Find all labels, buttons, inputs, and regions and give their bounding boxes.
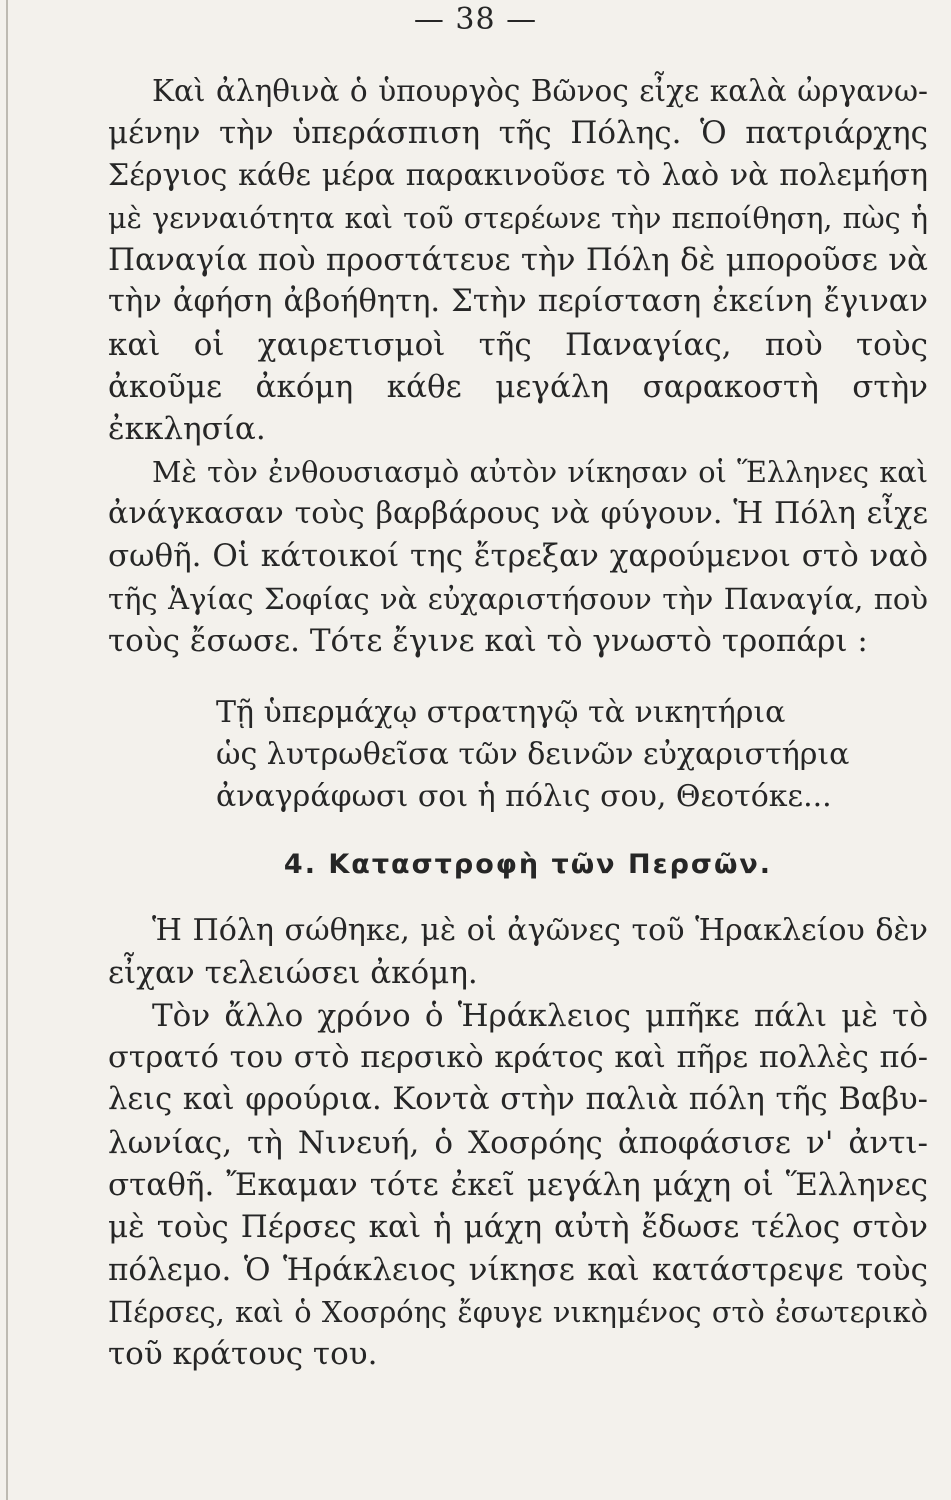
hymn-verse <box>108 692 928 818</box>
paragraph <box>108 451 928 662</box>
text-line: μὲ τοὺς Πέρσες καὶ ἡ μάχη αὐτὴ ἔδωσε τέλος στὸν <box>108 1209 928 1246</box>
page-body <box>108 70 928 1375</box>
hymn-line: ἀναγράφωσι σοι ἡ πόλις σου, Θεοτόκε... <box>216 779 832 815</box>
text-line: Σέργιος κάθε μέρα παρακινοῦσε τὸ λαὸ νὰ πολεμήση <box>108 157 928 193</box>
text-line: εἶχαν τελειώσει ἀκόμη. <box>108 955 478 992</box>
text-line: στρατό του στὸ περσικὸ κράτος καὶ πῆρε πολλὲς πό- <box>108 1040 928 1076</box>
text-line: λωνίας, τὴ Νινευή, ὁ Χοσρόης ἀποφάσισε ν' ἀντι- <box>108 1124 928 1161</box>
text-line: λεις καὶ φρούρια. Κοντὰ στὴν παλιὰ πόλη τῆς Βαβυ- <box>108 1082 928 1118</box>
text-line: ἀνάγκασαν τοὺς βαρβάρους νὰ φύγουν. Ἡ Πόλη εἶχε <box>108 495 928 531</box>
hymn-line: Τῇ ὑπερμάχῳ στρατηγῷ τὰ νικητήρια <box>216 695 786 731</box>
text-line: σταθῆ. Ἔκαμαν τότε ἐκεῖ μεγάλη μάχη οἱ Ἕλληνες <box>108 1166 928 1203</box>
text-line: ἀκοῦμε ἀκόμη κάθε μεγάλη σαρακοστὴ στὴν <box>108 369 928 406</box>
page-number: — 38 — <box>413 2 538 37</box>
text-line: τοὺς ἔσωσε. Τότε ἔγινε καὶ τὸ γνωστὸ τροπάρι : <box>108 622 868 659</box>
text-line: τὴν ἀφήση ἀβοήθητη. Στὴν περίσταση ἐκείνη ἔγιναν <box>108 284 928 320</box>
paragraph <box>108 70 928 451</box>
text-line: καὶ οἱ χαιρετισμοὶ τῆς Παναγίας, ποὺ τοὺς <box>108 326 928 363</box>
paragraph <box>108 995 928 1376</box>
text-line: σωθῆ. Οἱ κάτοικοί της ἔτρεξαν χαρούμενοι στὸ ναὸ <box>108 538 928 575</box>
text-line: μὲ γενναιότητα καὶ τοῦ στερέωνε τὴν πεποίθηση, πὼς ἡ <box>108 200 928 235</box>
hymn-line: ὡς λυτρωθεῖσα τῶν δεινῶν εὐχαριστήρια <box>216 737 850 773</box>
text-line: Καὶ ἀληθινὰ ὁ ὑπουργὸς Βῶνος εἶχε καλὰ ὠργανω- <box>152 74 928 108</box>
text-line: Πέρσες, καὶ ὁ Χοσρόης ἔφυγε νικημένος στὸ ἐσωτερικὸ <box>108 1294 928 1329</box>
text-line: Ἡ Πόλη σώθηκε, μὲ οἱ ἀγῶνες τοῦ Ἡρακλείου δὲν <box>152 913 928 949</box>
text-line: πόλεμο. Ὁ Ἡράκλειος νίκησε καὶ κατάστρεψε τοὺς <box>108 1251 928 1288</box>
text-line: Τὸν ἄλλο χρόνο ὁ Ἡράκλειος μπῆκε πάλι μὲ τὸ <box>152 997 928 1034</box>
text-line: ἐκκλησία. <box>108 411 266 448</box>
paragraph <box>108 910 928 995</box>
text-line: τοῦ κράτους του. <box>108 1336 378 1373</box>
page-edge-line <box>6 0 8 1500</box>
text-line: Παναγία ποὺ προστάτευε τὴν Πόλη δὲ μποροῦσε νὰ <box>108 242 928 279</box>
text-line: Μὲ τὸν ἐνθουσιασμὸ αὐτὸν νίκησαν οἱ Ἕλληνες καὶ <box>152 454 928 489</box>
text-line: μένην τὴν ὑπεράσπιση τῆς Πόλης. Ὁ πατριάρχης <box>108 115 928 152</box>
text-line: τῆς Ἁγίας Σοφίας νὰ εὐχαριστήσουν τὴν Παναγία, ποὺ <box>108 581 928 616</box>
section-heading: 4. Καταστροφὴ τῶν Περσῶν. <box>283 849 773 881</box>
